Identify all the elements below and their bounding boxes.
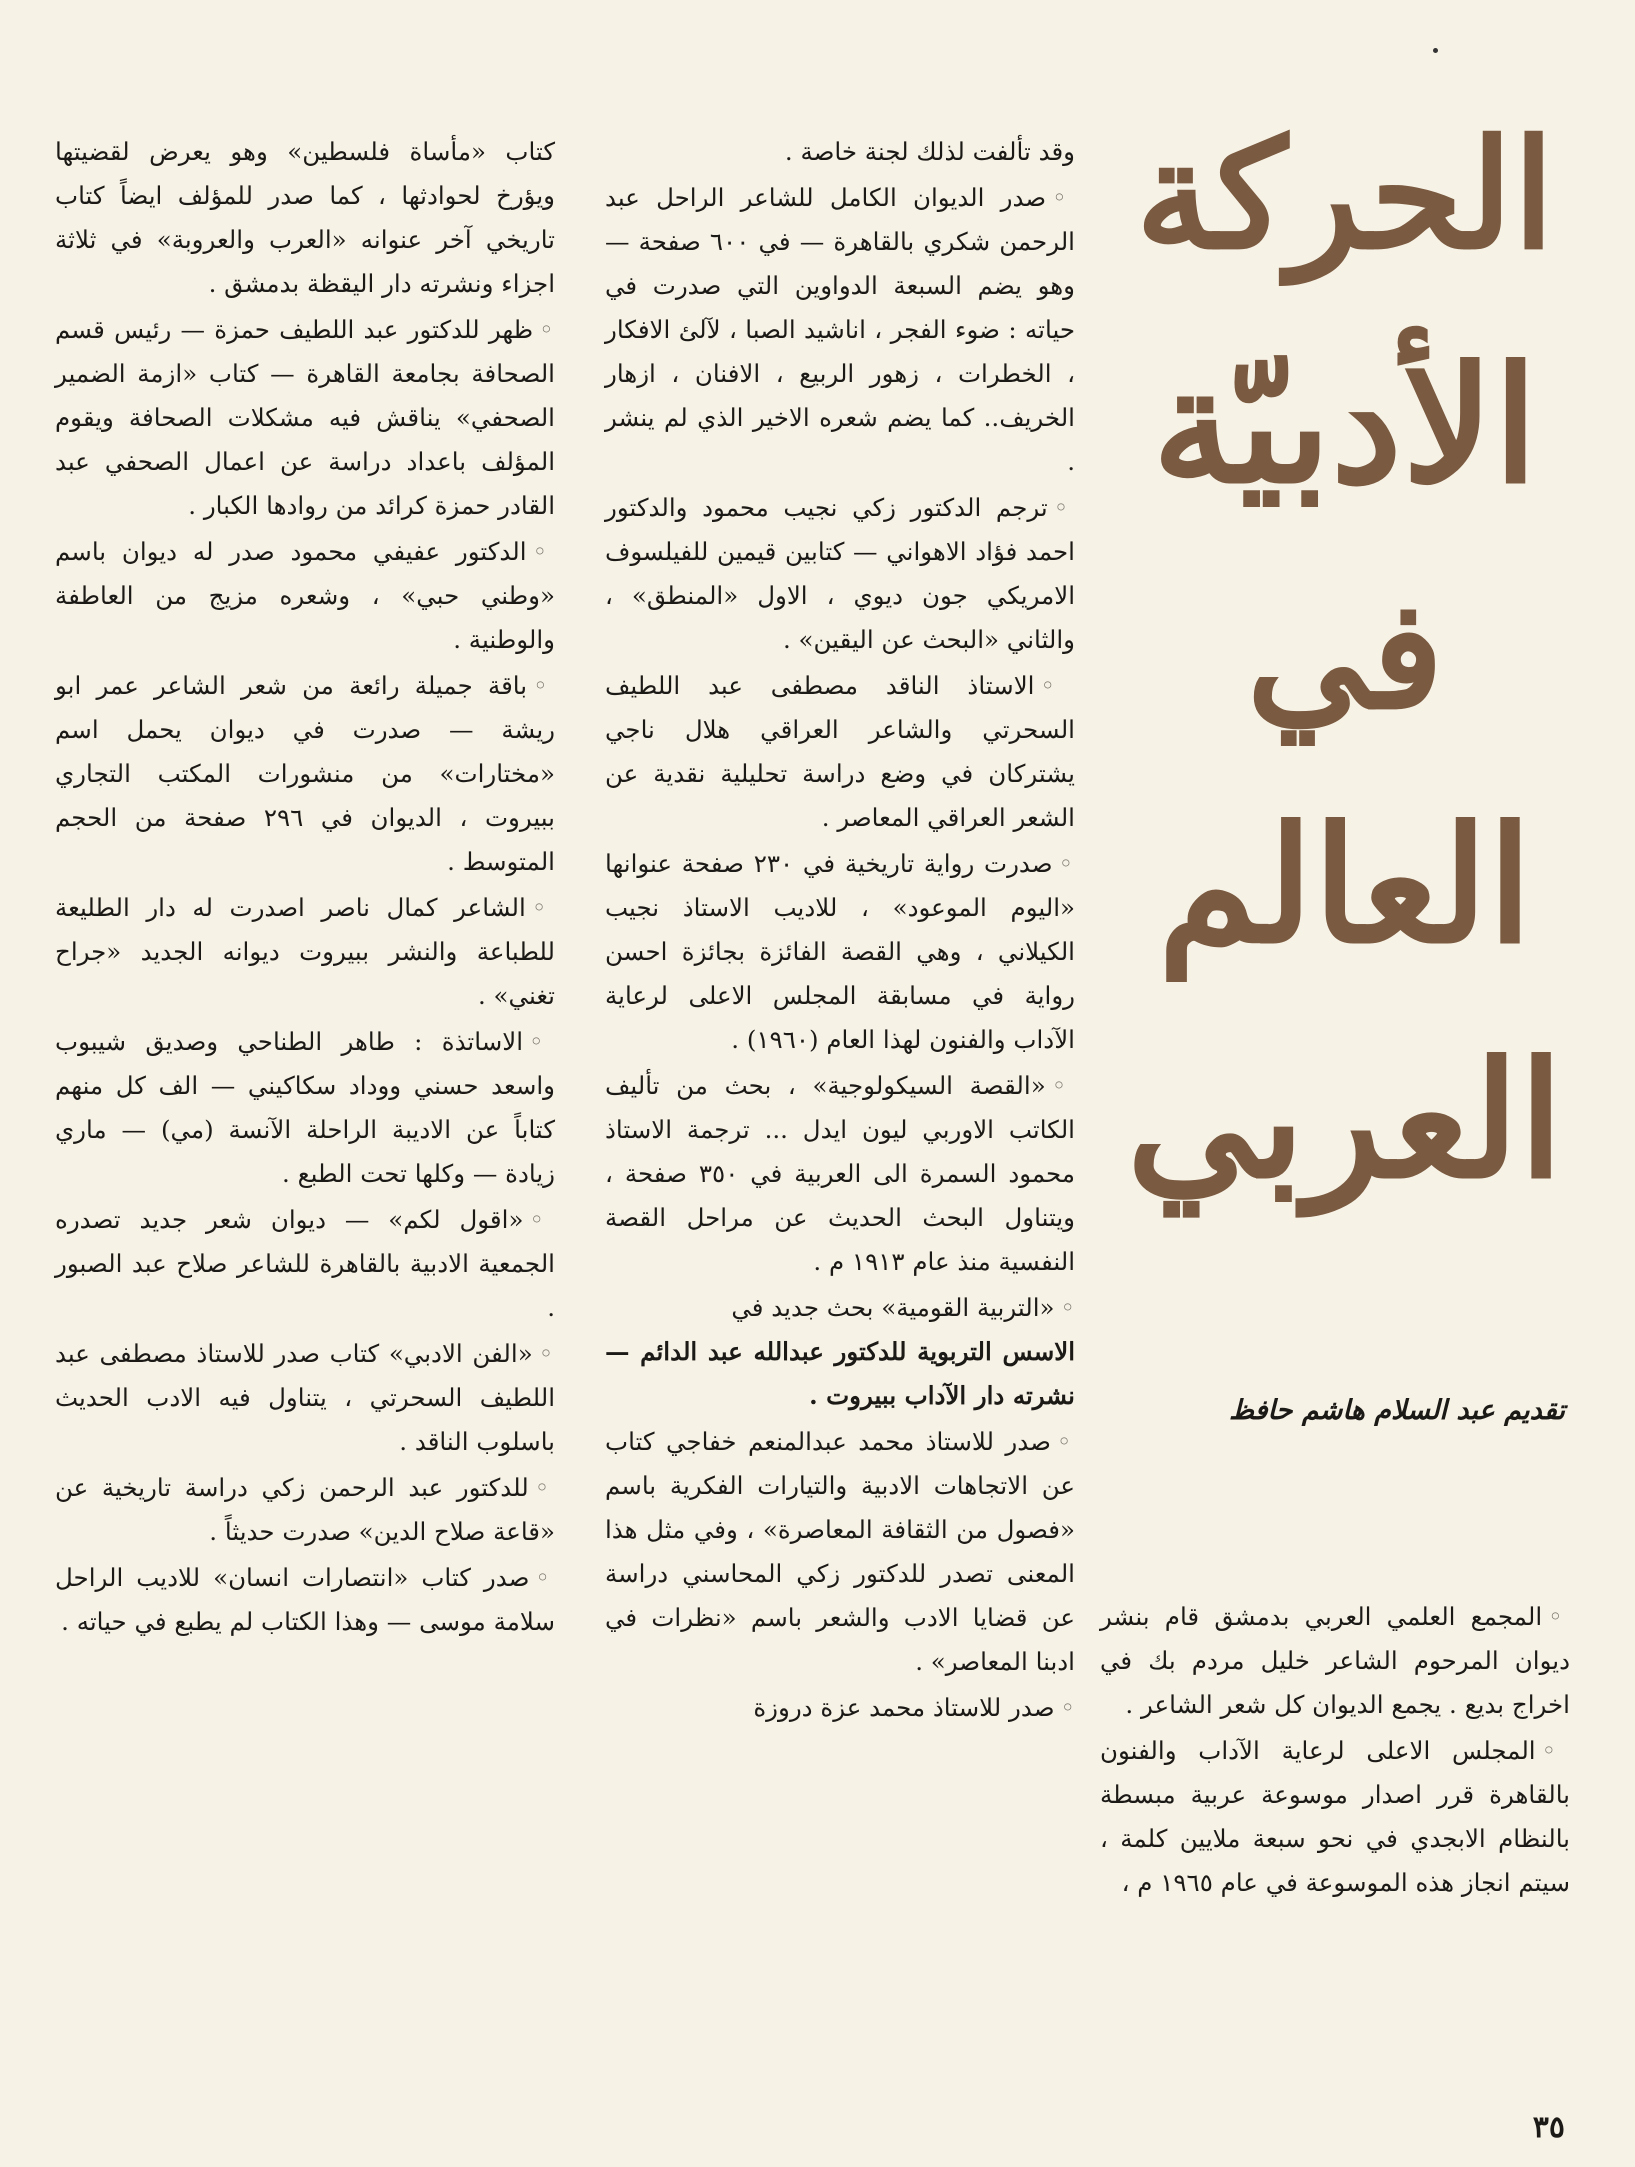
bullet-icon: ◦ xyxy=(533,671,555,700)
paragraph: ◦ترجم الدكتور زكي نجيب محمود والدكتور احمد فؤاد الاهواني — كتابين قيمين للفيلسوف الامريكي جون ديوي ، الاول «المنطق» ، والثاني «البحث عن اليقين» . xyxy=(605,493,1075,654)
paragraph: ◦المجلس الاعلى لرعاية الآداب والفنون بالقاهرة قرر اصدار موسوعة عربية مبسطة بالنظام الابجدي في نحو سبعة ملايين كلمة ، سيتم انجاز هذه الموسوعة في عام ١٩٦٥ م ، xyxy=(1100,1736,1570,1897)
title-line-4: العالم xyxy=(1157,791,1533,979)
bullet-icon: ◦ xyxy=(1051,1071,1076,1100)
paragraph: ◦«القصة السيكولوجية» ، بحث من تأليف الكاتب الاوربي ليون ايدل ... ترجمة الاستاذ محمود السمرة الى العربية في ٣٥٠ صفحة ، ويتناول البحث الحديث عن مراحل القصة النفسية منذ عام ١٩١٣ م . xyxy=(605,1071,1076,1276)
bullet-icon: ◦ xyxy=(534,1473,555,1502)
bullet-icon: ◦ xyxy=(1040,671,1075,700)
article-title xyxy=(1095,107,1595,1214)
bullet-icon: ◦ xyxy=(1052,183,1075,212)
title-line-5: العربي xyxy=(1126,1026,1564,1214)
paragraph: ◦الاستاذ الناقد مصطفى عبد اللطيف السحرتي والشاعر العراقي هلال ناجي يشتركان في وضع دراسة تحليلية نقدية عن الشعر العراقي المعاصر . xyxy=(605,671,1075,832)
page-number: ٣٥ xyxy=(1532,2110,1565,2145)
paragraph: ◦صدر كتاب «انتصارات انسان» للاديب الراحل سلامة موسى — وهذا الكتاب لم يطبع في حياته . xyxy=(55,1563,555,1636)
column-right-bottom xyxy=(1100,1595,1570,1907)
paragraph: ◦الشاعر كمال ناصر اصدرت له دار الطليعة للطباعة والنشر ببيروت ديوانه الجديد «جراح تغني» . xyxy=(55,893,556,1010)
paragraph: ◦«اقول لكم» — ديوان شعر جديد تصدره الجمعية الادبية بالقاهرة للشاعر صلاح عبد الصبور . xyxy=(55,1205,556,1322)
bullet-icon: ◦ xyxy=(532,537,555,566)
paragraph: ◦صدر الديوان الكامل للشاعر الراحل عبد الرحمن شكري بالقاهرة — في ٦٠٠ صفحة — وهو يضم السبعة الدواوين التي صدرت في حياته : ضوء الفجر ، اناشيد الصبا ، لآلئ الافكار ، الخطرات ، زهور الربيع ، الافنان ، ازهار الخريف.. كما يضم شعره الاخير الذي لم ينشر . xyxy=(605,183,1075,476)
bullet-icon: ◦ xyxy=(538,1339,555,1368)
paragraph: ◦الدكتور عفيفي محمود صدر له ديوان باسم «وطني حبي» ، وشعره مزيج من العاطفة والوطنية . xyxy=(55,537,555,654)
bullet-icon: ◦ xyxy=(531,893,556,922)
paragraph: وقد تألفت لذلك لجنة خاصة . xyxy=(784,137,1075,166)
title-line-1: الحركة xyxy=(1135,107,1555,283)
column-middle xyxy=(605,130,1075,1732)
bullet-icon: ◦ xyxy=(1060,1693,1075,1722)
title-line-3: في xyxy=(1246,567,1444,743)
paragraph: ◦صدرت رواية تاريخية في ٢٣٠ صفحة عنوانها «اليوم الموعود» ، للاديب الاستاذ نجيب الكيلاني ، وهي القصة الفائزة بجائزة احسن رواية في مسابقة المجلس الاعلى لرعاية الآداب والفنون لهذا العام (١٩٦٠) . xyxy=(605,849,1076,1054)
author-byline: تقديم عبد السلام هاشم حافظ xyxy=(1228,1395,1565,1426)
title-line-2: الأدبيّة xyxy=(1152,331,1538,519)
paragraph: ◦للدكتور عبد الرحمن زكي دراسة تاريخية عن «قاعة صلاح الدين» صدرت حديثاً . xyxy=(55,1473,555,1546)
paragraph: ◦ظهر للدكتور عبد اللطيف حمزة — رئيس قسم الصحافة بجامعة القاهرة — كتاب «ازمة الضمير الصحفي» يناقش فيه مشكلات الصحافة ويقوم المؤلف باعداد دراسة عن اعمال الصحفي عبد القادر حمزة كرائد من روادها الكبار . xyxy=(55,315,556,520)
paragraph: ◦باقة جميلة رائعة من شعر الشاعر عمر ابو ريشة — صدرت في ديوان يحمل اسم «مختارات» من منشورات المكتب التجاري ببيروت ، الديوان في ٢٩٦ صفحة من الحجم المتوسط . xyxy=(55,671,555,876)
print-speck xyxy=(1433,48,1438,53)
paragraph-bold: الاسس التربوية للدكتور عبدالله عبد الدائم — نشرته دار الآداب ببيروت . xyxy=(605,1337,1075,1410)
bullet-icon: ◦ xyxy=(539,315,556,344)
bullet-icon: ◦ xyxy=(1548,1602,1570,1631)
bullet-icon: ◦ xyxy=(1053,493,1075,522)
bullet-icon: ◦ xyxy=(535,1563,555,1592)
paragraph: ◦المجمع العلمي العربي بدمشق قام بنشر ديوان المرحوم الشاعر خليل مردم بك في اخراج بديع . يجمع الديوان كل شعر الشاعر . xyxy=(1100,1602,1570,1719)
bullet-icon: ◦ xyxy=(1056,1427,1076,1456)
bullet-icon: ◦ xyxy=(1541,1736,1570,1765)
paragraph: ◦الاساتذة : طاهر الطناحي وصديق شيبوب واسعد حسني ووداد سكاكيني — الف كل منهم كتاباً عن الاديبة الراحلة الآنسة (مي) — ماري زيادة — وكلها تحت الطبع . xyxy=(55,1027,555,1188)
bullet-icon: ◦ xyxy=(1060,1293,1075,1322)
paragraph: كتاب «مأساة فلسطين» وهو يعرض لقضيتها ويؤرخ لحوادثها ، كما صدر للمؤلف ايضاً كتاب تاريخي آخر عنوانه «العرب والعروبة» في ثلاثة اجزاء ونشرته دار اليقظة بدمشق . xyxy=(55,137,555,298)
paragraph: ◦«الفن الادبي» كتاب صدر للاستاذ مصطفى عبد اللطيف السحرتي ، يتناول فيه الادب الحديث باسلوب الناقد . xyxy=(55,1339,555,1456)
bullet-icon: ◦ xyxy=(1058,849,1076,878)
bullet-icon: ◦ xyxy=(529,1027,555,1056)
paragraph: ◦«التربية القومية» بحث جديد في xyxy=(731,1293,1075,1322)
column-left xyxy=(55,130,555,1646)
paragraph: ◦صدر للاستاذ محمد عبدالمنعم خفاجي كتاب عن الاتجاهات الادبية والتيارات الفكرية باسم «فصول من الثقافة المعاصرة» ، وفي مثل هذا المعنى تصدر للدكتور زكي المحاسني دراسة عن قضايا الادب والشعر باسم «نظرات في ادبنا المعاصر» . xyxy=(605,1427,1076,1676)
paragraph: ◦صدر للاستاذ محمد عزة دروزة xyxy=(753,1693,1075,1722)
bullet-icon: ◦ xyxy=(529,1205,556,1234)
